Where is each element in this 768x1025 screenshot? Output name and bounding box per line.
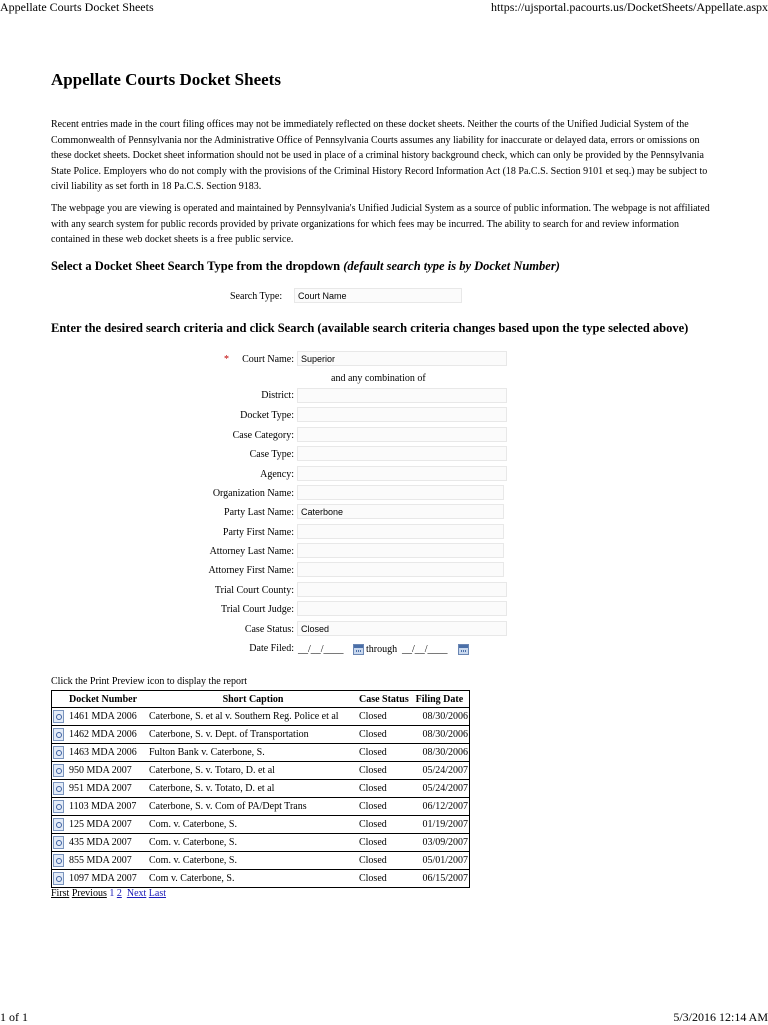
search-criteria-heading: Enter the desired search criteria and click Search (available search criteria changes based upon the type selected above): [51, 321, 689, 335]
case-status-cell: Closed: [358, 780, 415, 798]
results-table: [51, 690, 470, 888]
short-caption-cell: Caterbone, S. v. Dept. of Transportation: [148, 726, 358, 744]
disclaimer-paragraph-2: The webpage you are viewing is operated and maintained by Pennsylvania's Unified Judicial System as a source of public information. The webpage is not affiliated with any search system for public records provided by private organizations for which fees may be incurred. The ability to search for and review information contained in these web docket sheets is a free public service.: [51, 203, 710, 245]
case-category-select[interactable]: [297, 427, 507, 442]
organization-name-input[interactable]: [297, 485, 504, 500]
trial-court-county-select[interactable]: [297, 582, 507, 597]
combination-note: and any combination of: [331, 373, 426, 384]
print-preview-cell: [52, 744, 69, 762]
filing-date-cell: 06/15/2007: [415, 870, 470, 888]
print-footer-timestamp: 5/3/2016 12:14 AM: [673, 1010, 768, 1024]
print-preview-cell: [52, 762, 69, 780]
trial-court-judge-select[interactable]: [297, 601, 507, 616]
filing-date-cell: 05/24/2007: [415, 762, 470, 780]
docket-number-cell: 1461 MDA 2006: [68, 708, 148, 726]
trial-court-county-label: Trial Court County:: [214, 585, 294, 596]
attorney-first-name-input[interactable]: [297, 562, 504, 577]
print-preview-instructions: Click the Print Preview icon to display the report: [51, 676, 248, 687]
print-preview-cell: [52, 834, 69, 852]
court-name-select[interactable]: Superior: [297, 351, 507, 366]
short-caption-cell: Com v. Caterbone, S.: [148, 870, 358, 888]
pagination: [51, 888, 166, 899]
table-row: [52, 852, 470, 870]
print-preview-icon[interactable]: [53, 836, 64, 849]
attorney-first-name-label: Attorney First Name:: [208, 565, 294, 576]
docket-number-cell: 1462 MDA 2006: [68, 726, 148, 744]
short-caption-cell: Caterbone, S. et al v. Southern Reg. Police et al: [148, 708, 358, 726]
case-category-label: Case Category:: [232, 430, 294, 441]
docket-number-cell: 125 MDA 2007: [68, 816, 148, 834]
filing-date-cell: 06/12/2007: [415, 798, 470, 816]
print-preview-cell: [52, 798, 69, 816]
district-select[interactable]: [297, 388, 507, 403]
pager-page-2[interactable]: 2: [116, 888, 122, 899]
short-caption-cell: Caterbone, S. v. Com of PA/Dept Trans: [148, 798, 358, 816]
icon-column-header: [52, 691, 69, 708]
docket-number-cell: 1463 MDA 2006: [68, 744, 148, 762]
case-status-cell: Closed: [358, 708, 415, 726]
calendar-icon[interactable]: [353, 644, 364, 655]
search-type-label: Search Type:: [230, 291, 283, 302]
table-row: [52, 708, 470, 726]
print-preview-cell: [52, 780, 69, 798]
party-last-name-input[interactable]: Caterbone: [297, 504, 504, 519]
print-preview-cell: [52, 852, 69, 870]
table-row: [52, 744, 470, 762]
docket-type-label: Docket Type:: [240, 410, 294, 421]
district-label: District:: [261, 390, 294, 401]
table-header-row: [52, 691, 470, 708]
filing-date-cell: 01/19/2007: [415, 816, 470, 834]
docket-number-cell: 1097 MDA 2007: [68, 870, 148, 888]
print-preview-icon[interactable]: [53, 818, 64, 831]
docket-number-cell: 951 MDA 2007: [68, 780, 148, 798]
pager-first[interactable]: First: [51, 888, 70, 899]
table-row: [52, 834, 470, 852]
pager-last[interactable]: Last: [148, 888, 167, 899]
pager-next[interactable]: Next: [126, 888, 147, 899]
date-filed-through-label: through: [366, 644, 398, 655]
case-status-cell: Closed: [358, 744, 415, 762]
print-footer-page-count: 1 of 1: [0, 1010, 28, 1024]
agency-label: Agency:: [260, 469, 294, 480]
short-caption-cell: Fulton Bank v. Caterbone, S.: [148, 744, 358, 762]
page-title: Appellate Courts Docket Sheets: [51, 70, 281, 89]
table-row: [52, 798, 470, 816]
table-row: [52, 762, 470, 780]
print-preview-icon[interactable]: [53, 800, 64, 813]
print-preview-cell: [52, 870, 69, 888]
docket-type-select[interactable]: [297, 407, 507, 422]
table-row: [52, 870, 470, 888]
case-status-cell: Closed: [358, 798, 415, 816]
party-last-name-label: Party Last Name:: [224, 507, 294, 518]
organization-name-label: Organization Name:: [212, 488, 294, 499]
filing-date-cell: 05/24/2007: [415, 780, 470, 798]
print-preview-cell: [52, 816, 69, 834]
print-preview-icon[interactable]: [53, 872, 64, 885]
case-status-cell: Closed: [358, 870, 415, 888]
date-filed-to-input[interactable]: __/__/____: [402, 644, 448, 655]
short-caption-cell: Caterbone, S. v. Totaro, D. et al: [148, 762, 358, 780]
date-filed-from-input[interactable]: __/__/____: [298, 644, 344, 655]
attorney-last-name-input[interactable]: [297, 543, 504, 558]
print-preview-icon[interactable]: [53, 710, 64, 723]
search-type-heading-text: Select a Docket Sheet Search Type from the dropdown: [51, 259, 344, 273]
print-preview-icon[interactable]: [53, 782, 64, 795]
pager-previous[interactable]: Previous: [71, 888, 107, 899]
case-status-cell: Closed: [358, 816, 415, 834]
short-caption-cell: Caterbone, S. v. Totato, D. et al: [148, 780, 358, 798]
party-first-name-label: Party First Name:: [222, 527, 294, 538]
filing-date-cell: 03/09/2007: [415, 834, 470, 852]
search-type-select[interactable]: Court Name: [294, 288, 462, 303]
case-status-header[interactable]: Case Status: [358, 693, 409, 705]
case-status-label: Case Status:: [244, 624, 294, 635]
filing-date-header[interactable]: Filing Date: [415, 693, 464, 705]
case-status-cell: Closed: [358, 834, 415, 852]
filing-date-cell: 08/30/2006: [415, 726, 470, 744]
print-preview-cell: [52, 708, 69, 726]
case-status-select[interactable]: Closed: [297, 621, 507, 636]
search-type-heading-note: (default search type is by Docket Number): [343, 259, 560, 273]
short-caption-cell: Com. v. Caterbone, S.: [148, 852, 358, 870]
docket-number-cell: 855 MDA 2007: [68, 852, 148, 870]
docket-number-cell: 1103 MDA 2007: [68, 798, 148, 816]
attorney-last-name-label: Attorney Last Name:: [209, 546, 294, 557]
pager-page-1: 1: [109, 888, 115, 899]
print-preview-icon[interactable]: [53, 854, 64, 867]
required-marker: *: [224, 354, 229, 365]
filing-date-cell: 08/30/2006: [415, 708, 470, 726]
filing-date-cell: 08/30/2006: [415, 744, 470, 762]
court-name-label: Court Name:: [242, 354, 294, 365]
case-status-cell: Closed: [358, 762, 415, 780]
case-status-cell: Closed: [358, 852, 415, 870]
search-type-heading: [51, 259, 560, 274]
docket-number-header[interactable]: Docket Number: [69, 693, 138, 705]
case-type-select[interactable]: [297, 446, 507, 461]
short-caption-header[interactable]: Short Caption: [222, 693, 284, 705]
print-preview-icon[interactable]: [53, 728, 64, 741]
print-preview-icon[interactable]: [53, 764, 64, 777]
print-preview-cell: [52, 726, 69, 744]
short-caption-cell: Com. v. Caterbone, S.: [148, 834, 358, 852]
print-header-title: Appellate Courts Docket Sheets: [0, 0, 154, 14]
calendar-icon[interactable]: [458, 644, 469, 655]
print-preview-icon[interactable]: [53, 746, 64, 759]
docket-number-cell: 950 MDA 2007: [68, 762, 148, 780]
case-status-cell: Closed: [358, 726, 415, 744]
table-row: [52, 816, 470, 834]
filing-date-cell: 05/01/2007: [415, 852, 470, 870]
table-row: [52, 726, 470, 744]
docket-number-cell: 435 MDA 2007: [68, 834, 148, 852]
table-row: [52, 780, 470, 798]
short-caption-cell: Com. v. Caterbone, S.: [148, 816, 358, 834]
disclaimer-paragraph-1: Recent entries made in the court filing offices may not be immediately reflected on these docket sheets. Neither the courts of the Unified Judicial System of the Commonwealth of Pennsylvania nor the Administrative Office of Pennsylvania Courts assumes any liability for inaccurate or delayed data, errors or omissions on these docket sheets. Docket sheet information should not be used in place of a criminal history background check, which can only be provided by the Pennsylvania State Police. Employers who do not comply with the provisions of the Criminal History Record Information Act (18 Pa.C.S. Section 9101 et seq.) may be subject to civil liability as set forth in 18 Pa.C.S. Section 9183.: [51, 119, 708, 192]
print-header-url: https://ujsportal.pacourts.us/DocketSheets/Appellate.aspx: [491, 0, 768, 14]
case-type-label: Case Type:: [249, 449, 294, 460]
agency-select[interactable]: [297, 466, 507, 481]
date-filed-label: Date Filed:: [249, 643, 294, 654]
party-first-name-input[interactable]: [297, 524, 504, 539]
trial-court-judge-label: Trial Court Judge:: [221, 604, 294, 615]
